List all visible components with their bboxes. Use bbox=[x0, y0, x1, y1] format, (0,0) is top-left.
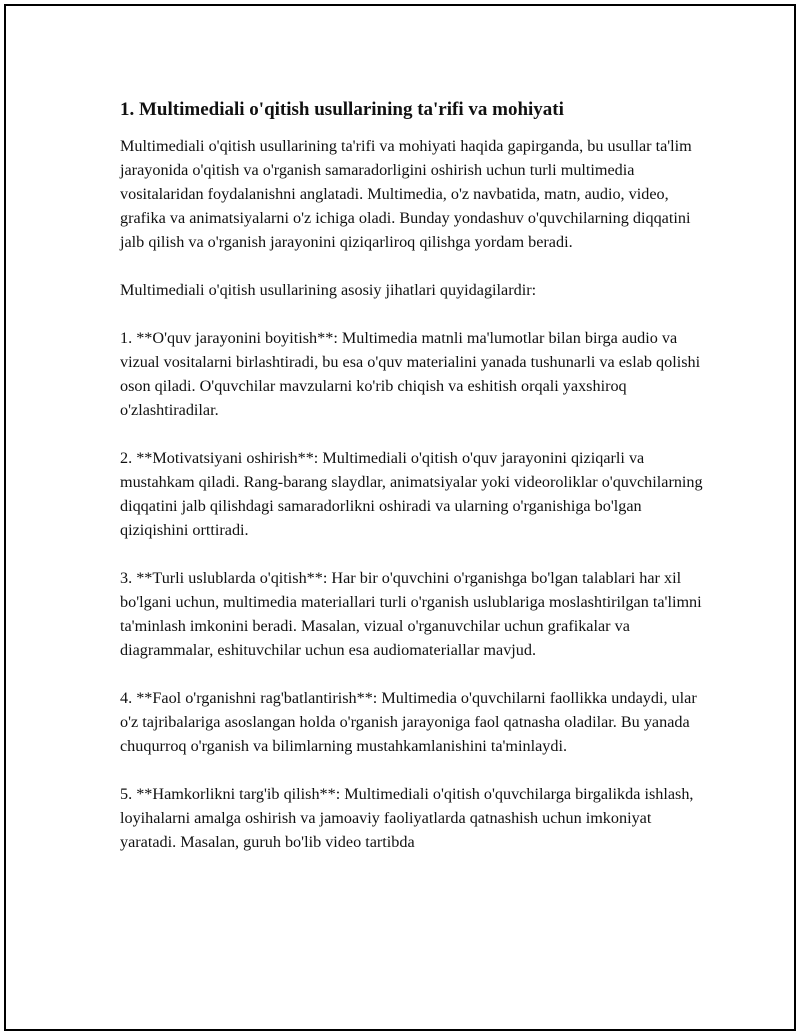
document-page bbox=[4, 4, 796, 1031]
aspects-intro-paragraph: Multimediali o'qitish usullarining asosiy jihatlari quyidagilardir: bbox=[120, 281, 537, 299]
list-item-3: 3. **Turli uslublarda o'qitish**: Har bir o'quvchini o'rganishga bo'lgan talablari har xil bo'lgani uchun, multimedia materiallari turli o'rganish uslublariga moslashtirilgan ta'limni ta'minlash imkonini beradi. Masalan, vizual o'rganuvchilar uchun grafikalar va diagrammalar, eshituvchilar uchun esa audiomateriallar mavjud. bbox=[120, 569, 702, 659]
intro-paragraph: Multimediali o'qitish usullarining ta'rifi va mohiyati haqida gapirganda, bu usullar ta'lim jarayonida o'qitish va o'rganish samaradorligini oshirish uchun turli multimedia vositalaridan foydalanishni anglatadi. Multimedia, o'z navbatida, matn, audio, video, grafika va animatsiyalarni o'z ichiga oladi. Bunday yondashuv o'quvchilarning diqqatini jalb qilish va o'rganish jarayonini qiziqarliroq qilishga yordam beradi. bbox=[120, 137, 692, 251]
list-item-2: 2. **Motivatsiyani oshirish**: Multimediali o'qitish o'quv jarayonini qiziqarli va mustahkam qiladi. Rang-barang slaydlar, animatsiyalar yoki videoroliklar o'quvchilarning diqqatini jalb qilishdagi samaradorlikni oshiradi va ularning o'rganishiga bo'lgan qiziqishini orttiradi. bbox=[120, 449, 703, 539]
list-item-1: 1. **O'quv jarayonini boyitish**: Multimedia matnli ma'lumotlar bilan birga audio va vizual vositalarni birlashtiradi, bu esa o'quv materialini yanada tushunarli va eslab qolishi oson qiladi. O'quvchilar mavzularni ko'rib chiqish va eshitish orqali yaxshiroq o'zlashtiradilar. bbox=[120, 329, 701, 419]
list-item-4: 4. **Faol o'rganishni rag'batlantirish**: Multimedia o'quvchilarni faollikka undaydi, ular o'z tajribalariga asoslangan holda o'rganish jarayoniga faol qatnasha oladilar. Bu yanada chuqurroq o'rganish va bilimlarning mustahkamlanishini ta'minlaydi. bbox=[120, 689, 697, 755]
document-body bbox=[120, 98, 710, 878]
list-item-5: 5. **Hamkorlikni targ'ib qilish**: Multimediali o'qitish o'quvchilarga birgalikda ishlash, loyihalarni amalga oshirish va jamoaviy faoliyatlarda qatnashish uchun imkoniyat yaratadi. Masalan, guruh bo'lib video tartibda bbox=[120, 785, 694, 851]
document-title: 1. Multimediali o'qitish usullarining ta'rifi va mohiyati bbox=[120, 99, 564, 120]
